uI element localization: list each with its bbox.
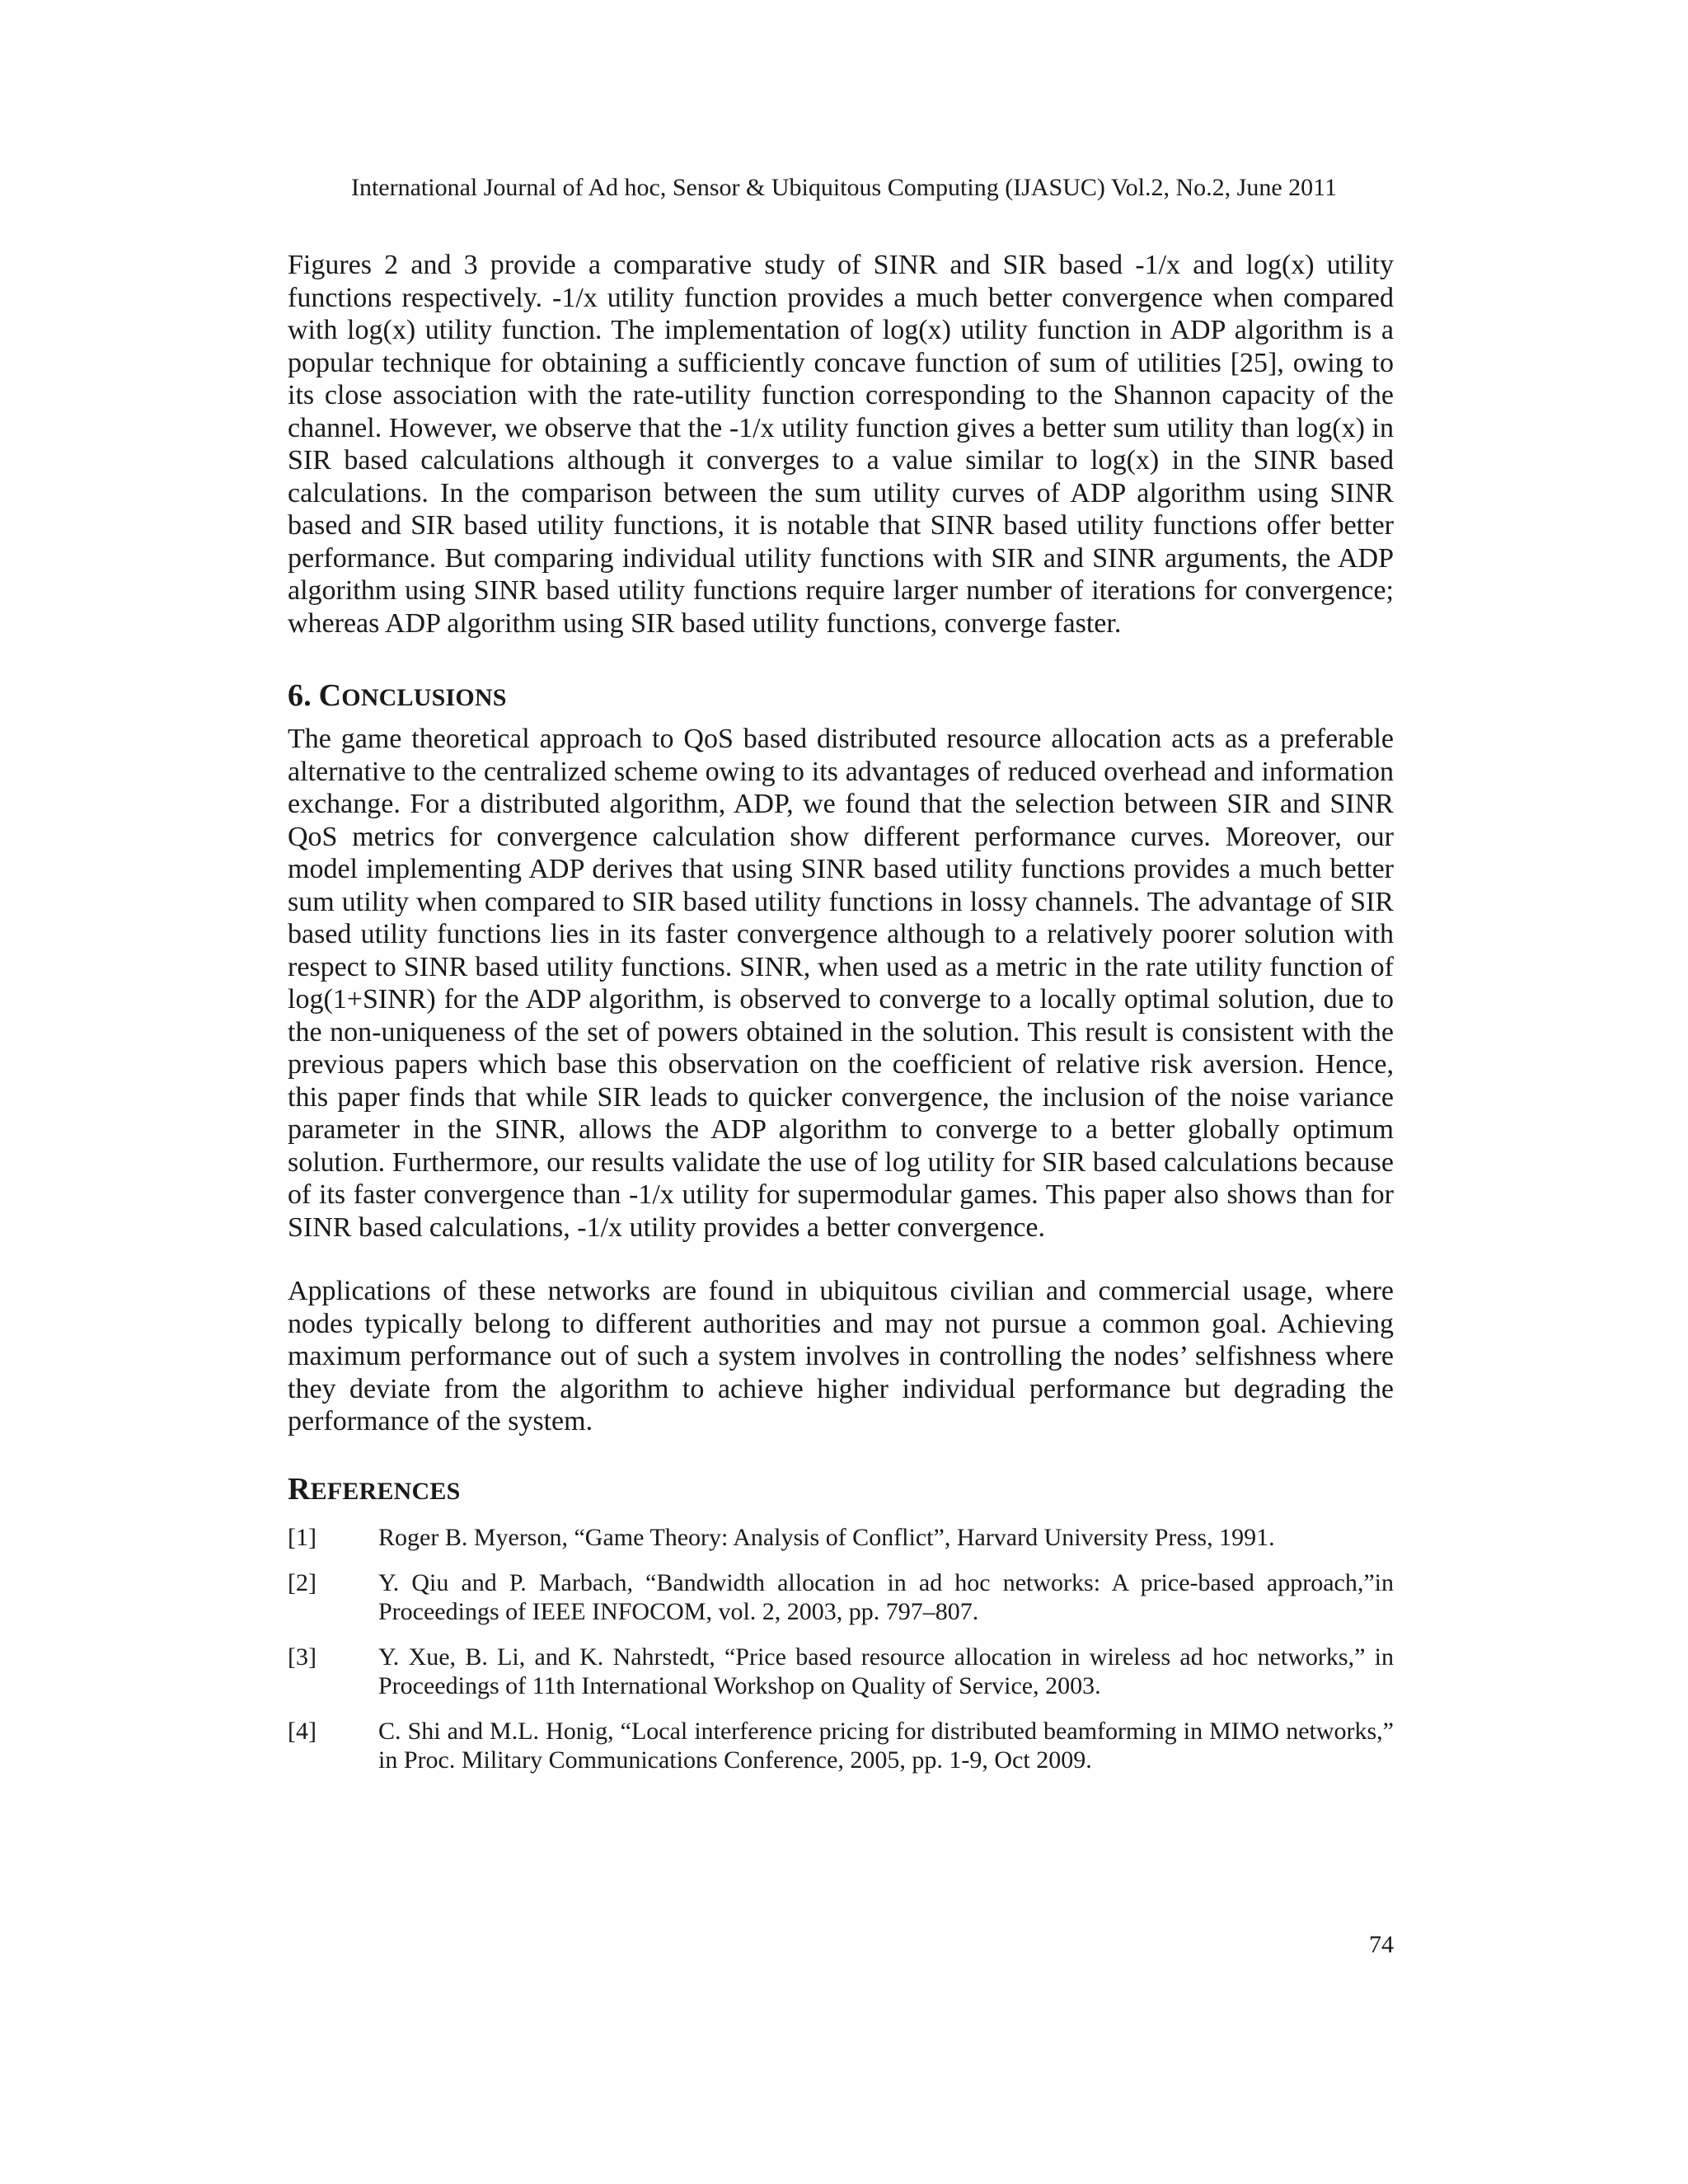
reference-item (288, 1568, 1394, 1626)
running-header: International Journal of Ad hoc, Sensor & Ubiquitous Computing (IJASUC) Vol.2, No.2, June 2011 (350, 174, 1338, 201)
reference-number: [4] (288, 1717, 316, 1745)
reference-number: [2] (288, 1568, 316, 1596)
section-title-initial: C (318, 678, 342, 713)
section-heading-conclusions (288, 679, 1394, 715)
reference-text: Roger B. Myerson, “Game Theory: Analysis of Conflict”, Harvard University Press, 1991. (378, 1523, 1275, 1551)
reference-number: [3] (288, 1643, 316, 1671)
body-paragraph: Figures 2 and 3 provide a comparative study of SINR and SIR based -1/x and log(x) utility functions respectively. -1/x utility function provides a much better convergence when compared with log(x) utility function. The implementation of log(x) utility function in ADP algorithm is a popular technique for obtaining a sufficiently concave function of sum of utilities [25], owing to its close association with the rate-utility function corresponding to the Shannon capacity of the channel. However, we observe that the -1/x utility function gives a better sum utility than log(x) in SIR based calculations although it converges to a value similar to log(x) in the SINR based calculations. In the comparison between the sum utility curves of ADP algorithm using SINR based and SIR based utility functions, it is notable that SINR based utility functions offer better performance. But comparing individual utility functions with SIR and SINR arguments, the ADP algorithm using SINR based utility functions require larger number of iterations for convergence; whereas ADP algorithm using SIR based utility functions, converge faster. (288, 250, 1394, 639)
reference-item (288, 1717, 1394, 1774)
reference-text: Y. Qiu and P. Marbach, “Bandwidth allocation in ad hoc networks: A price-based approach,”in Proceedings of IEEE INFOCOM, vol. 2, 2003, pp. 797–807. (378, 1568, 1394, 1625)
reference-text: Y. Xue, B. Li, and K. Nahrstedt, “Price based resource allocation in wireless ad hoc networks,” in Proceedings of 11th International Workshop on Quality of Service, 2003. (378, 1643, 1394, 1699)
reference-item (288, 1643, 1394, 1700)
references-title-initial: R (288, 1471, 311, 1507)
page-number: 74 (1369, 1931, 1394, 1958)
reference-list (288, 1523, 1394, 1774)
section-number: 6. (288, 678, 312, 713)
section-title-rest: ONCLUSIONS (341, 684, 507, 711)
section-heading-references (288, 1473, 1394, 1508)
conclusions-paragraph-2: Applications of these networks are found in ubiquitous civilian and commercial usage, where nodes typically belong to different authorities and may not pursue a common goal. Achieving maximum performance out of such a system involves in controlling the nodes’ selfishness where they deviate from the algorithm to achieve higher individual performance but degrading the performance of the system. (288, 1276, 1394, 1436)
references-title-rest: EFERENCES (310, 1477, 461, 1505)
reference-text: C. Shi and M.L. Honig, “Local interference pricing for distributed beamforming in MIMO networks,” in Proc. Military Communications Conference, 2005, pp. 1-9, Oct 2009. (378, 1717, 1394, 1774)
conclusions-paragraph-1: The game theoretical approach to QoS based distributed resource allocation acts as a preferable alternative to the centralized scheme owing to its advantages of reduced overhead and information exchange. For a distributed algorithm, ADP, we found that the selection between SIR and SINR QoS metrics for convergence calculation show different performance curves. Moreover, our model implementing ADP derives that using SINR based utility functions provides a much better sum utility when compared to SIR based utility functions in lossy channels. The advantage of SIR based utility functions lies in its faster convergence although to a relatively poorer solution with respect to SINR based utility functions. SINR, when used as a metric in the rate utility function of log(1+SINR) for the ADP algorithm, is observed to converge to a locally optimal solution, due to the non-uniqueness of the set of powers obtained in the solution. This result is consistent with the previous papers which base this observation on the coefficient of relative risk aversion. Hence, this paper finds that while SIR leads to quicker convergence, the inclusion of the noise variance parameter in the SINR, allows the ADP algorithm to converge to a better globally optimum solution. Furthermore, our results validate the use of log utility for SIR based calculations because of its faster convergence than -1/x utility for supermodular games. This paper also shows than for SINR based calculations, -1/x utility provides a better convergence. (288, 724, 1394, 1243)
reference-number: [1] (288, 1523, 316, 1551)
page-content (288, 249, 1394, 1791)
reference-item (288, 1523, 1394, 1552)
